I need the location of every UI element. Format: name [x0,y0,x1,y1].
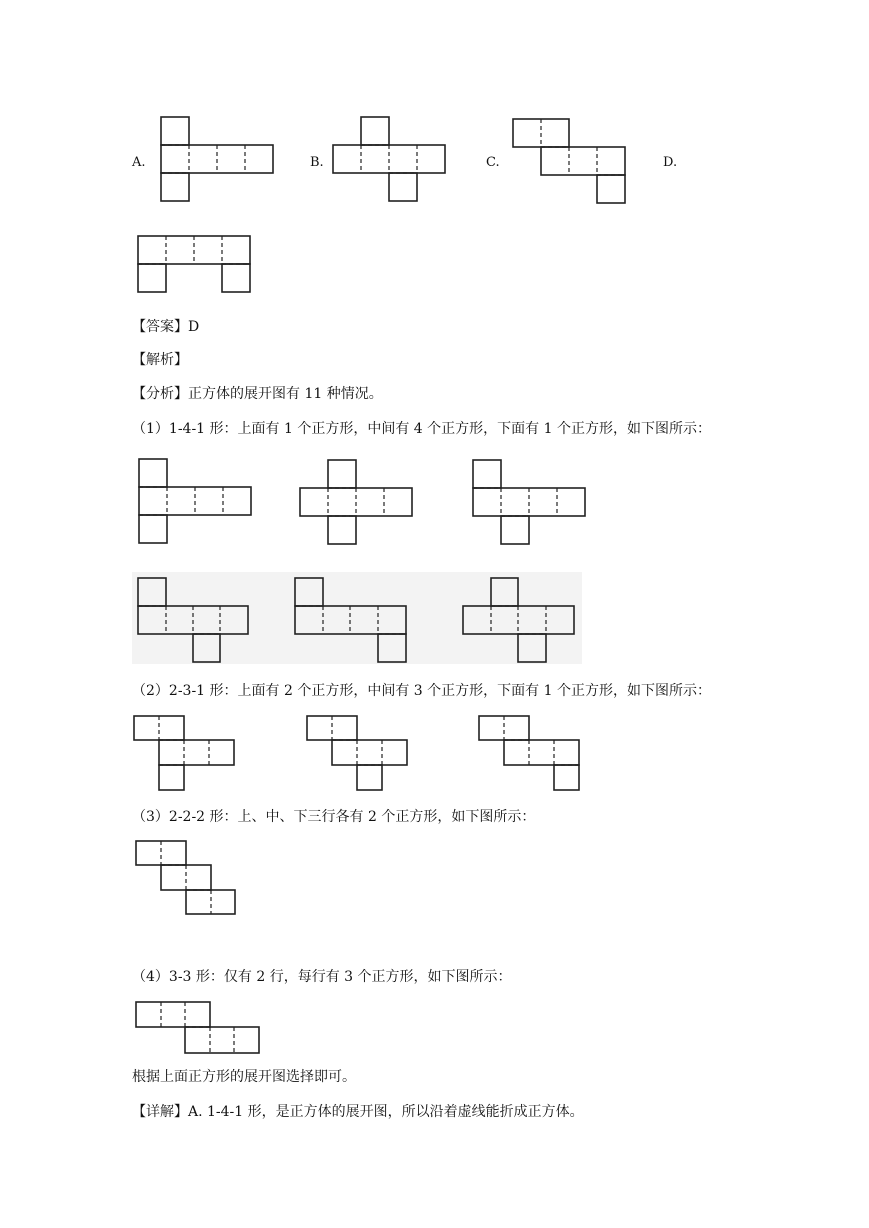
option-d-net [138,236,252,296]
net-141-1 [139,459,253,545]
net-141-5 [295,578,409,664]
conclusion-text: 根据上面正方形的展开图选择即可。 [132,1069,356,1085]
net-222 [136,841,238,917]
fenxi-label: 【分析】 [132,386,188,402]
net-33 [136,1002,262,1056]
net-141-4 [138,578,252,664]
detail-label: 【详解】 [132,1104,188,1120]
option-b-net [333,117,447,203]
detail-text: A. 1-4-1 形，是正方体的展开图，所以沿着虚线能折成正方体。 [188,1104,584,1120]
net-141-3 [473,460,587,546]
option-a-label: A. [132,155,146,170]
case2-text: （2）2-3-1 形：上面有 2 个正方形，中间有 3 个正方形，下面有 1 个正方形，如下图所示： [132,683,711,699]
case1-text: （1）1-4-1 形：上面有 1 个正方形，中间有 4 个正方形，下面有 1 个正方形，如下图所示： [132,421,711,437]
option-d-label: D. [663,155,678,170]
answer-value: D [188,319,200,335]
analysis-heading: 【解析】 [132,352,188,368]
net-231-1 [134,716,236,792]
answer-line [132,318,199,336]
net-231-3 [479,716,581,792]
case3-text: （3）2-2-2 形：上、中、下三行各有 2 个正方形，如下图所示： [132,809,536,825]
option-b-label: B. [310,155,324,170]
detail-line [132,1103,584,1121]
net-231-2 [307,716,409,792]
option-c-label: C. [486,155,500,170]
case4-text: （4）3-3 形：仅有 2 行，每行有 3 个正方形，如下图所示： [132,969,512,985]
answer-label: 【答案】 [132,319,188,335]
net-141-6 [463,578,577,664]
option-a-net [161,117,275,203]
fenxi-line [132,385,383,403]
net-141-2 [300,460,414,546]
option-c-net [513,119,629,205]
fenxi-text: 正方体的展开图有 11 种情况。 [188,386,383,402]
